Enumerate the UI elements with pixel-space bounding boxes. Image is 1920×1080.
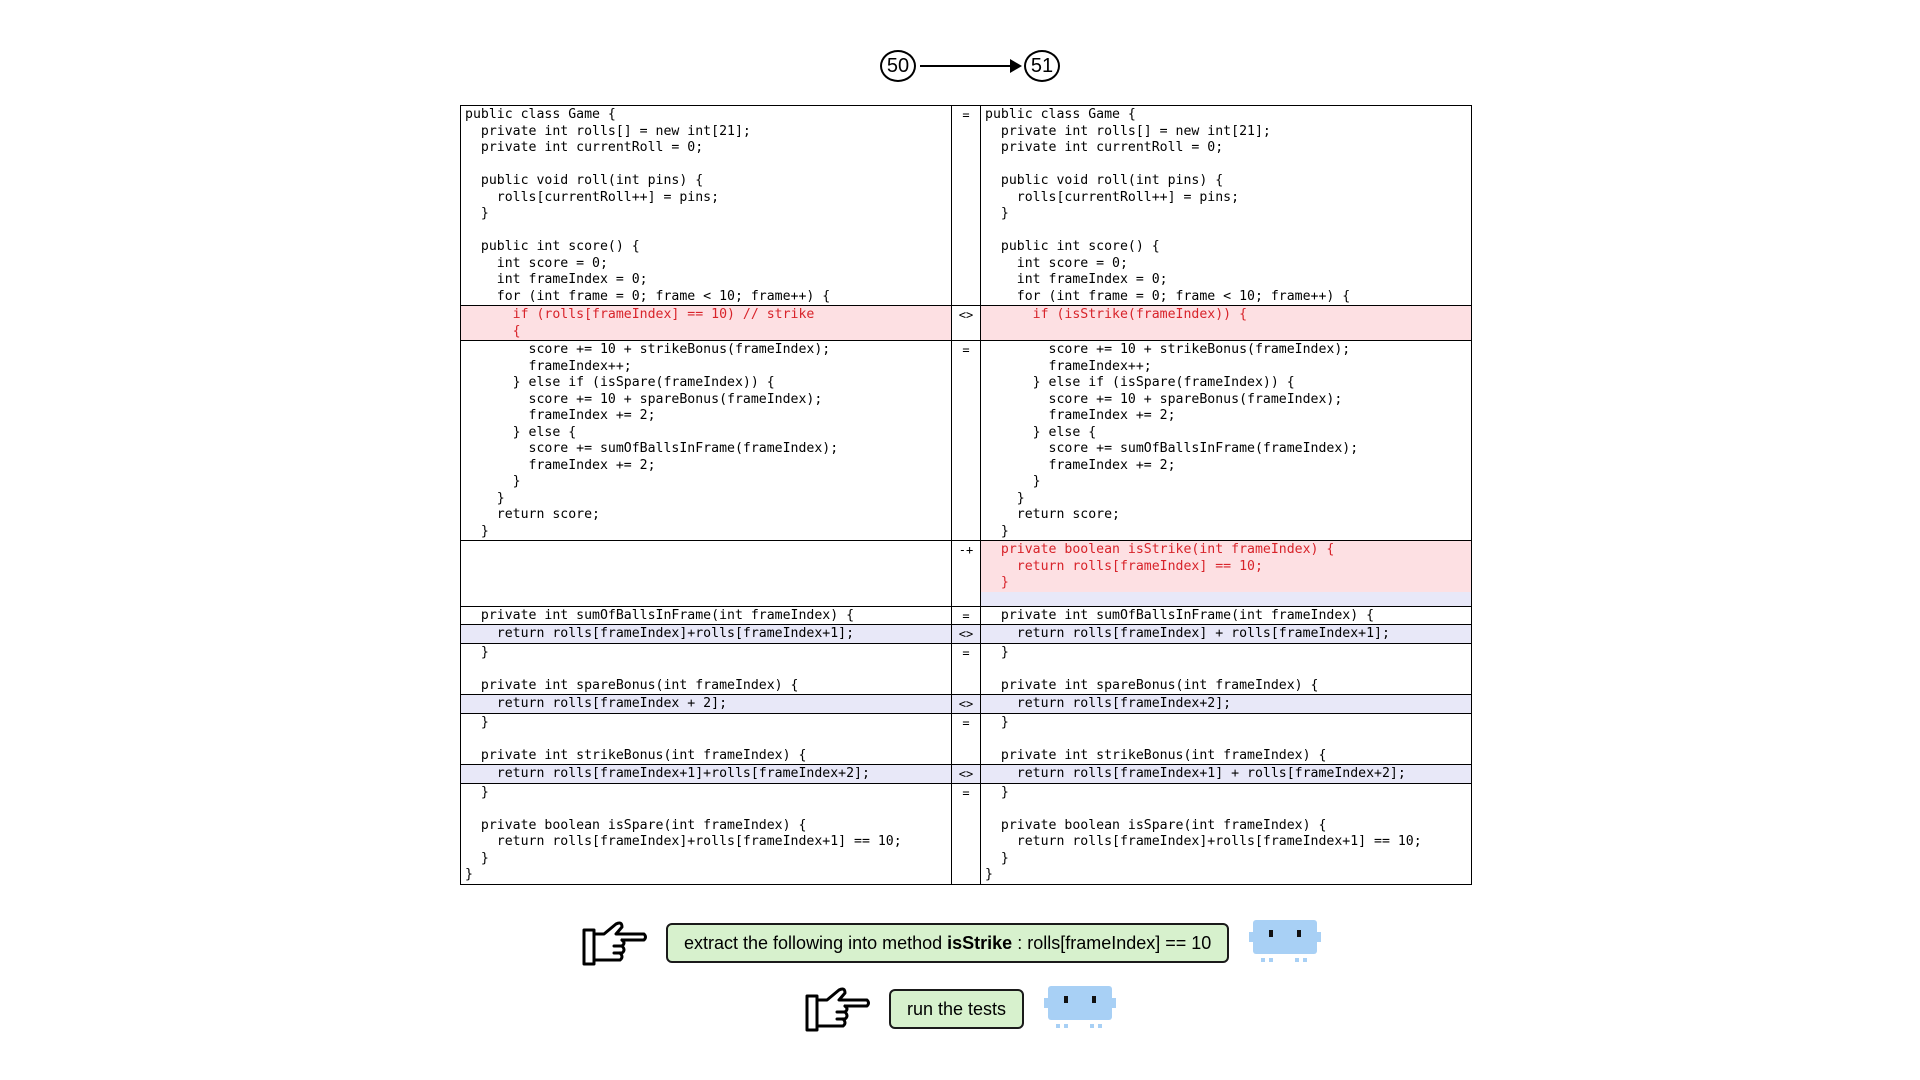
diff-hunk — [461, 606, 1471, 625]
diff-right-code: score += 10 + strikeBonus(frameIndex); frameIndex++; } else if (isSpare(frameIndex)) { score += 10 + spareBonus(frameIndex); frameIndex += 2; } else { score += sumOfBallsInFrame(frameIndex); frameIndex += 2; } } return score; } — [1000, 342, 1359, 539]
version-to-badge: 51 — [1024, 50, 1060, 82]
diff-left-code — [461, 541, 951, 606]
diff-left-code: return rolls[frameIndex + 2]; — [461, 695, 951, 713]
diff-hunk — [461, 713, 1471, 765]
command-text: : rolls[frameIndex] == 10 — [1017, 932, 1212, 953]
diff-marker: = — [951, 341, 981, 540]
diff-left-code: if (rolls[frameIndex] == 10) // strike { — [461, 306, 951, 340]
diff-marker: = — [951, 106, 981, 305]
pointing-hand-icon — [805, 984, 871, 1034]
refactoring-step — [582, 918, 1321, 968]
diff-left-code: } private boolean isSpare(int frameIndex) { return rolls[frameIndex]+rolls[frameIndex+1] == 10; } } — [465, 784, 902, 882]
diff-left-code: return rolls[frameIndex+1]+rolls[frameIndex+2]; — [461, 765, 951, 783]
command-box — [666, 923, 1229, 963]
diff-marker: = — [951, 784, 981, 884]
diff-right-added-block — [981, 541, 1471, 606]
diff-hunk — [461, 106, 1471, 305]
diff-right-code: if (isStrike(frameIndex)) { — [981, 306, 1471, 340]
version-transition — [880, 50, 1070, 86]
diff-marker: = — [951, 714, 981, 765]
diff-right-code: } private boolean isSpare(int frameIndex) { return rolls[frameIndex]+rolls[frameIndex+1] == 10; } } — [985, 784, 1422, 882]
diff-right-code: return rolls[frameIndex+2]; — [981, 695, 1471, 713]
diff-left-code: } private int strikeBonus(int frameIndex) { — [480, 714, 807, 763]
diff-hunk-whitespace — [461, 624, 1471, 643]
diff-spacer — [981, 592, 1471, 606]
diff-right-code: private int sumOfBallsInFrame(int frameIndex) { — [985, 607, 1375, 623]
diff-left-code: private int sumOfBallsInFrame(int frameIndex) { — [465, 607, 855, 623]
diff-hunk — [461, 340, 1471, 540]
side-by-side-diff — [460, 105, 1472, 885]
version-from-badge: 50 — [880, 50, 916, 82]
diff-hunk — [461, 643, 1471, 695]
robot-icon — [1249, 918, 1321, 968]
diff-right-code: return rolls[frameIndex] + rolls[frameIndex+1]; — [981, 625, 1471, 643]
command-method-name: isStrike — [947, 932, 1013, 953]
diff-marker: = — [951, 644, 981, 695]
diff-marker: <> — [951, 695, 981, 713]
diff-marker: <> — [951, 306, 981, 340]
diff-marker: <> — [951, 765, 981, 783]
command-text: run the tests — [907, 998, 1007, 1019]
diff-hunk-whitespace — [461, 764, 1471, 783]
diff-right-code: } private int spareBonus(int frameIndex) { — [1000, 644, 1319, 693]
diff-right-code: private boolean isStrike(int frameIndex) { return rolls[frameIndex] == 10; } — [1000, 542, 1335, 590]
command-box — [889, 989, 1024, 1029]
refactoring-step — [805, 984, 1116, 1034]
diff-hunk-changed — [461, 305, 1471, 340]
diff-right-code: public class Game { private int rolls[] = new int[21]; private int currentRoll = 0; public void roll(int pins) { rolls[currentRoll++] = pins; } public int score() { int score = 0; int frameIndex = 0; for (int frame = 0; frame < 10; frame++) { — [985, 107, 1351, 304]
pointing-hand-icon — [582, 918, 648, 968]
diff-left-code: return rolls[frameIndex]+rolls[frameIndex+1]; — [461, 625, 951, 643]
diff-marker: -+ — [951, 541, 981, 606]
diff-right-code: return rolls[frameIndex+1] + rolls[frameIndex+2]; — [981, 765, 1471, 783]
diff-left-code: public class Game { private int rolls[] = new int[21]; private int currentRoll = 0; public void roll(int pins) { rolls[currentRoll++] = pins; } public int score() { int score = 0; int frameIndex = 0; for (int frame = 0; frame < 10; frame++) { — [465, 107, 831, 304]
diff-hunk-whitespace — [461, 694, 1471, 713]
diff-left-code: } private int spareBonus(int frameIndex) { — [480, 644, 799, 693]
diff-marker: = — [951, 607, 981, 625]
diff-right-code: } private int strikeBonus(int frameIndex) { — [1000, 714, 1327, 763]
diff-marker: <> — [951, 625, 981, 643]
diff-hunk-added — [461, 540, 1471, 606]
arrow-right-icon — [920, 65, 1020, 67]
diff-hunk — [461, 783, 1471, 884]
robot-icon — [1044, 984, 1116, 1034]
diff-left-code: score += 10 + strikeBonus(frameIndex); frameIndex++; } else if (isSpare(frameIndex)) { score += 10 + spareBonus(frameIndex); frameIndex += 2; } else { score += sumOfBallsInFrame(frameIndex); frameIndex += 2; } } return score; } — [480, 342, 839, 539]
command-text: extract the following into method — [684, 932, 943, 953]
